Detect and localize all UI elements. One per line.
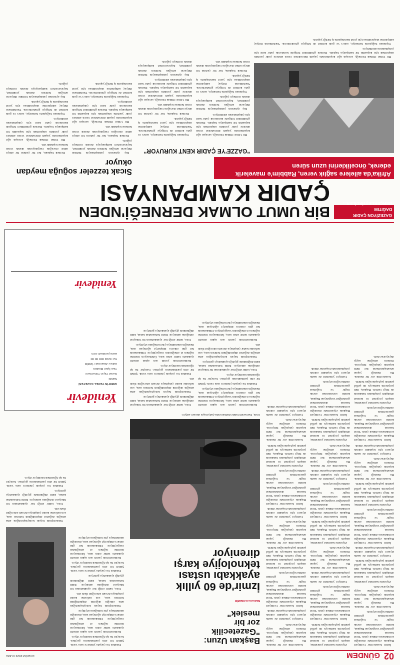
masthead-line: www.yenidevir.com (91, 352, 117, 356)
left-story-col-2 (310, 227, 350, 647)
bottom-story-paragraph: Bir Umut Olmak Derneği, savaşın ağır koşullarında yaşam mücadelesi veren ailelere çadır yardımı ulaştırmak için kapsamlı bir kampanya başlattı. Dernek gönüllüleri bölgede kurulacak çadır kent için çalışmalarını sürdürüyor. (254, 46, 394, 59)
left-story-paragraph: Cemiyet yönetimi de nazik ziyaret için teşekkür ederek çalışmalarında başarılar diledi. (354, 545, 394, 559)
kicker-line: DAĞITIM GERÇEKLEŞTİRDİLER... (343, 201, 392, 212)
bottom-story-paragraph: Bir Umut Olmak Derneği, savaşın ağır koşullarında yaşam mücadelesi veren ailelere çadır yardımı ulaştırmak için kapsamlı bir kampanya başlattı. Dernek gönüllüleri bölgede kurulacak çadır kent için çalışmalarını sürdürüyor. (196, 112, 250, 137)
bottom-story-paragraph: Dernek başkanı, her bir çadırın bir aileye umut olacağını vurgulayarak destek veren herkese teşekkür etti. (196, 60, 250, 73)
center-story-col-2 (130, 231, 194, 407)
bottom-story-paragraph: Kış aylarının yaklaşmasıyla birlikte ihtiyacın arttığını belirten dernek yetkilileri, hayırseverleri kampanyaya destek vermeye çağırdı. (72, 138, 132, 155)
bottom-story (6, 5, 394, 219)
right-col-paragraph: Eskiden bu çarşıda yüzlerce usta vardı. Şimdi bir elin parmaklarını geçmez. Gençler bu işi öğrenmek istemiyor diyor. (70, 561, 124, 574)
left-story-paragraph: Cemiyet yönetimi de nazik ziyaret için teşekkür ederek çalışmalarında başarılar diledi. (266, 609, 306, 622)
left-story-paragraph: Cemiyet yönetimi de nazik ziyaret için teşekkür ederek çalışmalarında başarılar diledi. (266, 404, 306, 417)
bottom-story-paragraph: Toplanan bağışlarla battaniye, ısıtıcı ve gıda kolileri de bölgeye gönderilecek. Yardımların ihtiyaç sahiplerine ulaştırılması için yerel kuruluşlarla iş birliği yapıldı. (72, 82, 132, 99)
right-column (6, 227, 124, 647)
center-story-caption: Usta, Kemeraltı'ndaki dükkanında çalışmaya devam ediyor. (181, 413, 260, 417)
masthead-line: Genel Yayın Yönetmeni (85, 372, 117, 376)
left-story-paragraph: Gazetecilik zor bir meslek. Bu mesleği yapan arkadaşlarımızın her türlü koşulda çalıştığını biliyoruz. Onların emeğine saygı duyuyoruz dedi. (266, 520, 306, 545)
right-col-text (70, 417, 124, 647)
bottom-story-col-4 (6, 9, 68, 155)
center-story (130, 231, 260, 591)
bottom-story-paragraph: Dernek başkanı, her bir çadırın bir aileye umut olacağını vurgulayarak destek veren herkese teşekkür etti. (6, 142, 68, 155)
divider (11, 272, 117, 273)
masthead-line: IZMIR'İN YEREL GAZETESİ (78, 382, 117, 386)
bottom-story-col-3 (72, 9, 132, 155)
left-story-paragraph: İzmir Gazeteciler Cemiyeti Başkanı ziyaretinde mesleğin zorluklarına dikkat çekti. Yerel basının desteklenmesi gerektiğini vurgulayan Başkan, kentin sorunlarının ancak özgür ve bağımsız gazetecilikle görünür olabileceğini söyledi. (354, 610, 394, 647)
brand-logo-secondary: Yenidevir (74, 278, 117, 290)
bottom-story-kicker (334, 201, 394, 219)
left-story-paragraph: Gazetecilik zor bir meslek. Bu mesleği yapan arkadaşlarımızın her türlü koşulda çalıştığını biliyoruz. Onların emeğine saygı duyuyoruz dedi. (310, 545, 350, 571)
issue-date: 13 EKİM 2023 CUMA (6, 654, 35, 658)
bottom-story-paragraph: Toplanan bağışlarla battaniye, ısıtıcı ve gıda kolileri de bölgeye gönderilecek. Yardımların ihtiyaç sahiplerine ulaştırılması için yerel kuruluşlarla iş birliği yapıldı. (138, 116, 192, 137)
section-label: GÜNDEM (346, 651, 380, 660)
left-story-paragraph: Gazetecilik zor bir meslek. Bu mesleği yapan arkadaşlarımızın her türlü koşulda çalıştığını biliyoruz. Onların emeğine saygı duyuyoruz dedi. (354, 584, 394, 610)
left-story-paragraph: Cemiyet yönetimi de nazik ziyaret için teşekkür ederek çalışmalarında başarılar diledi. (310, 366, 350, 380)
brand-logo: Yenidevir (67, 391, 117, 406)
tent-campaign-photo-illustration (254, 63, 394, 153)
right-col-paragraph: Teknolojinin hayatı kolaylaştırdığını ama emeğin değerini düşürdüğünü belirten usta, son nefesine kadar çalışmaya devam edeceğini ifade etti. (6, 506, 66, 523)
right-col-paragraph: Eskiden bu çarşıda yüzlerce usta vardı. Şimdi bir elin parmaklarını geçmez. Gençler bu işi öğrenmek istemiyor diyor. (70, 634, 124, 647)
portrait-photo-illustration (6, 527, 66, 647)
left-story-byline: Muharrem DEMİR (234, 599, 260, 603)
page-header (6, 650, 394, 661)
left-story-paragraph: İzmir Gazeteciler Cemiyeti Başkanı ziyaretinde mesleğin zorluklarına dikkat çekti. Yerel basının desteklenmesi gerektiğini vurgulayan Başkan, kentin sorunlarının ancak özgür ve bağımsız gazetecilikle görünür olabileceğini söyledi. (310, 584, 350, 622)
left-story-paragraph: Gazetecilik zor bir meslek. Bu mesleği yapan arkadaşlarımızın her türlü koşulda çalıştığını biliyoruz. Onların emeğine saygı duyuyoruz dedi. (266, 418, 306, 443)
masthead-line: Tel: 0232 000 00 00 (90, 357, 117, 361)
masthead-info (11, 351, 117, 386)
left-story-paragraph: İzmir Gazeteciler Cemiyeti Başkanı ziyaretinde mesleğin zorluklarına dikkat çekti. Yerel basının desteklenmesi gerektiğini vurgulayan Başkan, kentin sorunlarının ancak özgür ve bağımsız gazetecilikle görünür olabileceğini söyledi. (266, 571, 306, 609)
left-story-paragraph: Ziyarette kentteki yatırımlar, ulaşım projeleri ve kentsel dönüşüm çalışmaları hakkında da bilgi verildi. Başkan, tüm projelerin kamuoyu ile şeffaf şekilde paylaşılacağını belirtti. (354, 380, 394, 405)
shoemaker-photo-illustration (130, 419, 260, 539)
bottom-story-paragraph: Toplanan bağışlarla battaniye, ısıtıcı ve gıda kolileri de bölgeye gönderilecek. Yardımların ihtiyaç sahiplerine ulaştırılması için yerel kuruluşlarla iş birliği yapıldı. (254, 37, 394, 46)
right-col-paragraph: Teknolojinin hayatı kolaylaştırdığını ama emeğin değerini düşürdüğünü belirten usta, son nefesine kadar çalışmaya devam edeceğini ifade etti. (70, 591, 124, 609)
bottom-story-paragraph: Toplanan bağışlarla battaniye, ısıtıcı ve gıda kolileri de bölgeye gönderilecek. Yardımların ihtiyaç sahiplerine ulaştırılması için yerel kuruluşlarla iş birliği yapıldı. (6, 99, 68, 117)
center-story-photo (130, 419, 260, 539)
left-story-paragraph: Cemiyet yönetimi de nazik ziyaret için teşekkür ederek çalışmalarında başarılar diledi. (354, 443, 394, 456)
left-story-paragraph: İzmir Gazeteciler Cemiyeti Başkanı ziyaretinde mesleğin zorluklarına dikkat çekti. Yerel basının desteklenmesi gerektiğini vurgulayan Başkan, kentin sorunlarının ancak özgür ve bağımsız gazetecilikle görünür olabileceğini söyledi. (310, 482, 350, 520)
right-col-text-2 (6, 417, 66, 523)
section-divider (6, 222, 394, 223)
masthead-line: Adres: Alsancak / İZMİR (84, 362, 117, 366)
left-story-paragraph: Ziyarette kentteki yatırımlar, ulaşım projeleri ve kentsel dönüşüm çalışmaları hakkında da bilgi verildi. Başkan, tüm projelerin kamuoyu ile şeffaf şekilde paylaşılacağını belirtti. (310, 418, 350, 443)
center-story-paragraph: Usta, tamir ettiği her ayakkabının bir hikayesi olduğunu anlatıyor. Kimi babasından kalan, kimi düğününde giydiği ayakkabıyı getiriyor. (198, 360, 260, 373)
left-story-paragraph: İzmir Gazeteciler Cemiyeti Başkanı ziyaretinde mesleğin zorluklarına dikkat çekti. Yerel basının desteklenmesi gerektiğini vurgulayan Başkan, kentin sorunlarının ancak özgür ve bağımsız gazetecilikle görünür olabileceğini söyledi. (354, 508, 394, 545)
page-number: 02 (383, 651, 394, 661)
bottom-story-col-2 (138, 9, 192, 137)
masthead-box (4, 229, 124, 411)
left-story-paragraph: Ziyarette kentteki yatırımlar, ulaşım projeleri ve kentsel dönüşüm çalışmaları hakkında da bilgi verildi. Başkan, tüm projelerin kamuoyu ile şeffaf şekilde paylaşılacağını belirtti. (310, 520, 350, 545)
right-col-paragraph: Kemeraltı'nda yarım asrı aşkın süredir ayakkabı tamir eden usta, fabrikasyon üretime rağmen el emeğinden vazgeçmiyor. Dükkanında her gün onlarca müşteriyi ağırlayan usta, mesleğin unutulmaya yüz tuttuğunu söylüyor. (70, 535, 124, 561)
bottom-story-col-0 (254, 9, 394, 59)
masthead-line: Sahibi (108, 377, 117, 381)
bottom-story-col-1 (196, 9, 250, 137)
center-story-col-1 (198, 231, 260, 407)
left-story-paragraph: Ziyarette kentteki yatırımlar, ulaşım projeleri ve kentsel dönüşüm çalışmaları hakkında da bilgi verildi. Başkan, tüm projelerin kamuoyu ile şeffaf şekilde paylaşılacağını belirtti. (310, 622, 350, 647)
center-story-paragraph: Teknolojinin hayatı kolaylaştırdığını ama emeğin değerini düşürdüğünü belirten usta, son nefesine kadar çalışmaya devam edeceğini ifade etti. (130, 377, 194, 394)
right-col-paragraph: Usta, tamir ettiği her ayakkabının bir hikayesi olduğunu anlatıyor. Kimi babasından kalan, kimi düğününde giydiği ayakkabıyı getiriyor. (6, 489, 66, 506)
center-story-headline: İzmir'de 60 yıllık ayakkabı ustası teknolojiye karşı direniyor (173, 547, 260, 592)
left-story-paragraph: Ziyarette kentteki yatırımlar, ulaşım projeleri ve kentsel dönüşüm çalışmaları hakkında da bilgi verildi. Başkan, tüm projelerin kamuoyu ile şeffaf şekilde paylaşılacağını belirtti. (266, 545, 306, 571)
left-story-col-3 (266, 227, 306, 647)
bottom-story-paragraph: Bir Umut Olmak Derneği, savaşın ağır koşullarında yaşam mücadelesi veren ailelere çadır yardımı ulaştırmak için kapsamlı bir kampanya başlattı. Dernek gönüllüleri bölgede kurulacak çadır kent için çalışmalarını sürdürüyor. (138, 77, 192, 103)
bottom-story-paragraph: Bir Umut Olmak Derneği, savaşın ağır koşullarında yaşam mücadelesi veren ailelere çadır yardımı ulaştırmak için kapsamlı bir kampanya başlattı. Dernek gönüllüleri bölgede kurulacak çadır kent için çalışmalarını sürdürüyor. (6, 117, 68, 142)
left-story-col-1 (354, 227, 394, 647)
right-col-paragraph: Usta, tamir ettiği her ayakkabının bir hikayesi olduğunu anlatıyor. Kimi babasından kalan, kimi düğününde giydiği ayakkabıyı getiriyor. (70, 574, 124, 591)
left-story-paragraph: İzmir Gazeteciler Cemiyeti Başkanı ziyaretinde mesleğin zorluklarına dikkat çekti. Yerel basının desteklenmesi gerektiğini vurgulayan Başkan, kentin sorunlarının ancak özgür ve bağımsız gazetecilikle görünür olabileceğini söyledi. (266, 469, 306, 506)
right-col-paragraph: Kemeraltı'nda yarım asrı aşkın süredir ayakkabı tamir eden usta, fabrikasyon üretime rağmen el emeğinden vazgeçmiyor. Dükkanında her gün onlarca müşteriyi ağırlayan usta, mesleğin unutulmaya yüz tuttuğunu söylüyor. (70, 609, 124, 634)
left-story-paragraph: Ziyarette kentteki yatırımlar, ulaşım projeleri ve kentsel dönüşüm çalışmaları hakkında da bilgi verildi. Başkan, tüm projelerin kamuoyu ile şeffaf şekilde paylaşılacağını belirtti. (266, 443, 306, 469)
bottom-story-paragraph: Toplanan bağışlarla battaniye, ısıtıcı ve gıda kolileri de bölgeye gönderilecek. Yardımların ihtiyaç sahiplerine ulaştırılması için yerel kuruluşlarla iş birliği yapıldı. (196, 73, 250, 95)
left-story-paragraph: Ziyarette kentteki yatırımlar, ulaşım projeleri ve kentsel dönüşüm çalışmaları hakkında da bilgi verildi. Başkan, tüm projelerin kamuoyu ile şeffaf şekilde paylaşılacağını belirtti. (354, 559, 394, 584)
left-story-subhead: Başkan Uzun: "Gazetecilik zor bir meslek" (203, 609, 260, 646)
bottom-story-headline-1: BİR UMUT OLMAK DERNEĞİ'NDEN (78, 203, 330, 220)
left-story-paragraph: İzmir Gazeteciler Cemiyeti Başkanı ziyaretinde mesleğin zorluklarına dikkat çekti. Yerel basının desteklenmesi gerektiğini vurgulayan Başkan, kentin sorunlarının ancak özgür ve bağımsız gazetecilikle görünür olabileceğini söyledi. (310, 380, 350, 417)
center-story-paragraph: Usta, tamir ettiği her ayakkabının bir hikayesi olduğunu anlatıyor. Kimi babasından kalan, kimi düğününde giydiği ayakkabıyı getiriyor. (130, 329, 194, 342)
bottom-story-quote-title: "GAZZE'YE ÇADIR KENT KURUYOR" (143, 147, 250, 153)
center-story-paragraph: Kemeraltı'nda yarım asrı aşkın süredir ayakkabı tamir eden usta, fabrikasyon üretime rağmen el emeğinden vazgeçmiyor. Dükkanında her gün onlarca müşteriyi ağırlayan usta, mesleğin unutulmaya yüz tuttuğunu söylüyor. (130, 342, 194, 364)
left-story-paragraph: Gazetecilik zor bir meslek. Bu mesleği yapan arkadaşlarımızın her türlü koşulda çalıştığını biliyoruz. Onların emeğine saygı duyuyoruz dedi. (354, 456, 394, 482)
left-story-paragraph: Gazetecilik zor bir meslek. Bu mesleği yapan arkadaşlarımızın her türlü koşulda çalıştığını biliyoruz. Onların emeğine saygı duyuyoruz dedi. (354, 354, 394, 380)
bottom-story-side-title: Sıcak tezzeler soğuğa meydan okuyor (16, 158, 132, 176)
left-story-paragraph: Gazetecilik zor bir meslek. Bu mesleği yapan arkadaşlarımızın her türlü koşulda çalıştığını biliyoruz. Onların emeğine saygı duyuyoruz dedi. (310, 443, 350, 469)
bottom-story-paragraph: Kış aylarının yaklaşmasıyla birlikte ihtiyacın arttığını belirten dernek yetkilileri, hayırseverleri kampanyaya destek vermeye çağırdı. (196, 95, 250, 112)
left-story-paragraph: Gazetecilik zor bir meslek. Bu mesleği yapan arkadaşlarımızın her türlü koşulda çalıştığını biliyoruz. Onların emeğine saygı duyuyoruz dedi. (266, 622, 306, 647)
left-story-paragraph: Cemiyet yönetimi de nazik ziyaret için teşekkür ederek çalışmalarında başarılar diledi. (310, 469, 350, 482)
left-story-paragraph: Cemiyet yönetimi de nazik ziyaret için teşekkür ederek çalışmalarında başarılar diledi. (266, 507, 306, 520)
center-story-paragraph: Eskiden bu çarşıda yüzlerce usta vardı. Şimdi bir elin parmaklarını geçmez. Gençler bu işi öğrenmek istemiyor diyor. (198, 373, 260, 386)
bottom-story-paragraph: Kış aylarının yaklaşmasıyla birlikte ihtiyacın arttığını belirten dernek yetkilileri, hayırseverleri kampanyaya destek vermeye çağırdı. (6, 82, 68, 99)
center-story-paragraph: Usta, tamir ettiği her ayakkabının bir hikayesi olduğunu anlatıyor. Kimi babasından kalan, kimi düğününde giydiği ayakkabıyı getiriyor. (130, 394, 194, 407)
center-story-paragraph: Teknolojinin hayatı kolaylaştırdığını ama emeğin değerini düşürdüğünü belirten usta, son nefesine kadar çalışmaya devam edeceğini ifade etti. (198, 342, 260, 359)
left-story-paragraph: Ziyarette kentteki yatırımlar, ulaşım projeleri ve kentsel dönüşüm çalışmaları hakkında da bilgi verildi. Başkan, tüm projelerin kamuoyu ile şeffaf şekilde paylaşılacağını belirtti. (354, 482, 394, 507)
left-story-paragraph: İzmir Gazeteciler Cemiyeti Başkanı ziyaretinde mesleğin zorluklarına dikkat çekti. Yerel basının desteklenmesi gerektiğini vurgulayan Başkan, kentin sorunlarının ancak özgür ve bağımsız gazetecilikle görünür olabileceğini söyledi. (354, 405, 394, 443)
right-photo (6, 527, 66, 647)
masthead-line: Yazı İşleri Müdürü (93, 367, 117, 371)
kicker-line: GAZEZİYON ÇADIR (353, 213, 392, 218)
bottom-story-paragraph: Dernek başkanı, her bir çadırın bir aileye umut olacağını vurgulayarak destek veren herkese teşekkür etti. (72, 125, 132, 138)
center-story-paragraph: Eskiden bu çarşıda yüzlerce usta vardı. Şimdi bir elin parmaklarını geçmez. Gençler bu işi öğrenmek istemiyor diyor. (130, 364, 194, 377)
left-story-paragraph: Cemiyet yönetimi de nazik ziyaret için teşekkür ederek çalışmalarında başarılar diledi. (310, 571, 350, 584)
right-col-paragraph: Eskiden bu çarşıda yüzlerce usta vardı. Şimdi bir elin parmaklarını geçmez. Gençler bu işi öğrenmek istemiyor diyor. (6, 476, 66, 489)
center-story-paragraph: Kemeraltı'nda yarım asrı aşkın süredir ayakkabı tamir eden usta, fabrikasyon üretime rağmen el emeğinden vazgeçmiyor. Dükkanında her gün onlarca müşteriyi ağırlayan usta, mesleğin unutulmaya yüz tuttuğunu söylüyor. (198, 386, 260, 407)
bottom-story-paragraph: Bir Umut Olmak Derneği, savaşın ağır koşullarında yaşam mücadelesi veren ailelere çadır yardımı ulaştırmak için kapsamlı bir kampanya başlattı. Dernek gönüllüleri bölgede kurulacak çadır kent için çalışmalarını sürdürüyor. (72, 99, 132, 125)
bottom-story-paragraph: Kış aylarının yaklaşmasıyla birlikte ihtiyacın arttığını belirten dernek yetkilileri, hayırseverleri kampanyaya destek vermeye çağırdı. (138, 60, 192, 77)
bottom-story-headline-2: ÇADIR KAMPANYASI (99, 180, 330, 206)
center-story-paragraph: Kemeraltı'nda yarım asrı aşkın süredir ayakkabı tamir eden usta, fabrikasyon üretime rağmen el emeğinden vazgeçmiyor. Dükkanında her gün onlarca müşteriyi ağırlayan usta, mesleğin unutulmaya yüz tuttuğunu söylüyor. (198, 321, 260, 342)
bottom-story-photo (254, 63, 394, 153)
bottom-story-deck: Afrika'da ailelere sağlık veren, Rabbim'e mavelerik ederek, önceliklerini uzun süren (214, 157, 394, 179)
bottom-story-paragraph: Dernek başkanı, her bir çadırın bir aileye umut olacağını vurgulayarak destek veren herkese teşekkür etti. (138, 103, 192, 116)
left-story (264, 227, 394, 647)
